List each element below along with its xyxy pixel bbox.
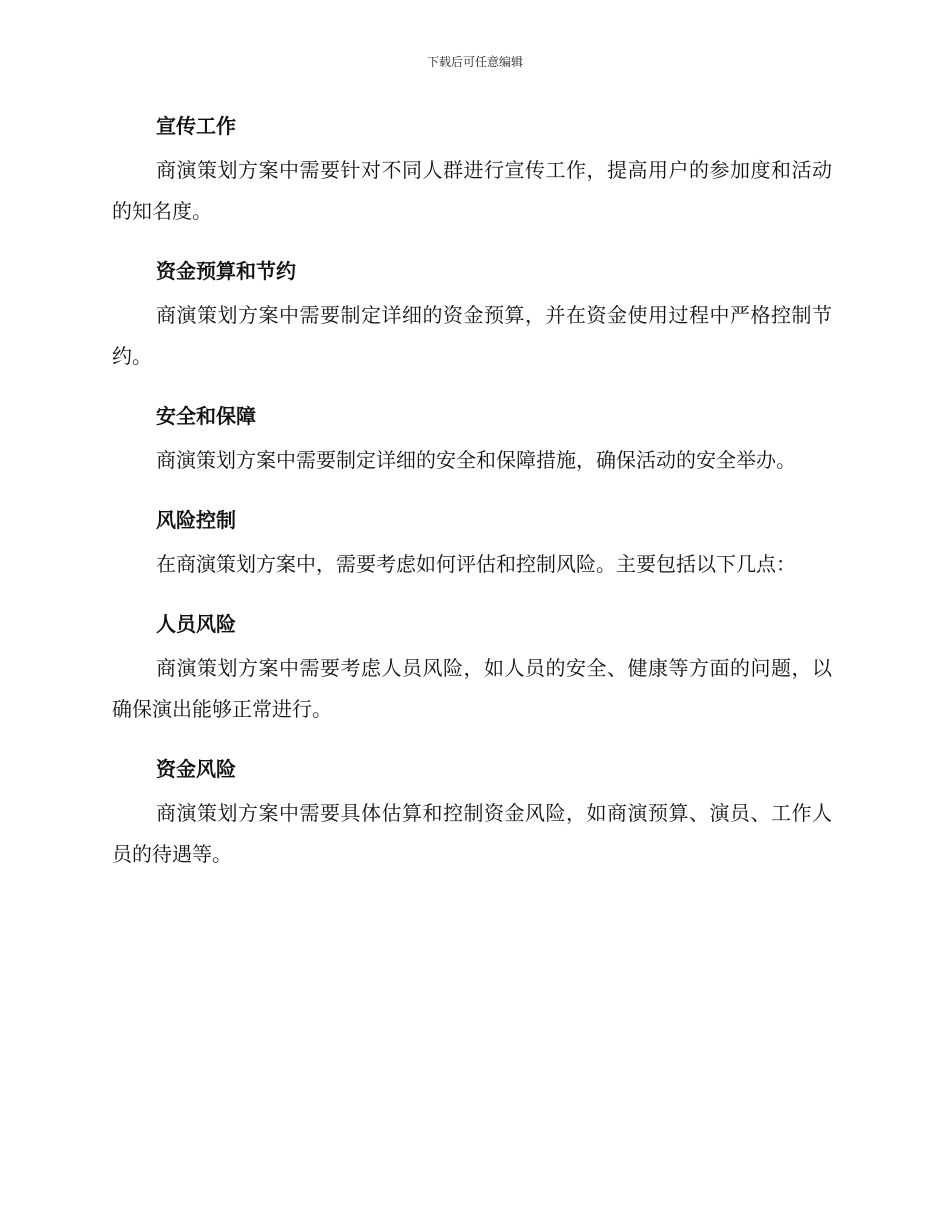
section-risk-control — [112, 504, 832, 585]
section-heading: 资金风险 — [156, 757, 236, 781]
section-heading: 资金预算和节约 — [156, 259, 296, 283]
section-safety — [112, 400, 832, 481]
section-paragraph: 商演策划方案中需要具体估算和控制资金风险，如商演预算、演员、工作人员的待遇等。 — [112, 801, 832, 866]
section-paragraph: 商演策划方案中需要制定详细的安全和保障措施，确保活动的安全举办。 — [156, 448, 796, 472]
section-paragraph: 商演策划方案中需要针对不同人群进行宣传工作，提高用户的参加度和活动的知名度。 — [112, 158, 832, 223]
document-body — [112, 110, 832, 875]
section-heading: 人员风险 — [156, 612, 236, 636]
section-personnel-risk — [112, 608, 832, 730]
section-paragraph: 商演策划方案中需要制定详细的资金预算，并在资金使用过程中严格控制节约。 — [112, 303, 832, 368]
section-budget — [112, 255, 832, 377]
page-header: 下载后可任意编辑 — [426, 55, 523, 69]
section-heading: 宣传工作 — [156, 114, 236, 138]
section-publicity — [112, 110, 832, 232]
section-heading: 风险控制 — [156, 508, 236, 532]
section-paragraph: 在商演策划方案中，需要考虑如何评估和控制风险。主要包括以下几点： — [156, 552, 796, 576]
section-fund-risk — [112, 753, 832, 875]
section-heading: 安全和保障 — [156, 404, 256, 428]
section-paragraph: 商演策划方案中需要考虑人员风险，如人员的安全、健康等方面的问题，以确保演出能够正常进行。 — [112, 656, 832, 721]
